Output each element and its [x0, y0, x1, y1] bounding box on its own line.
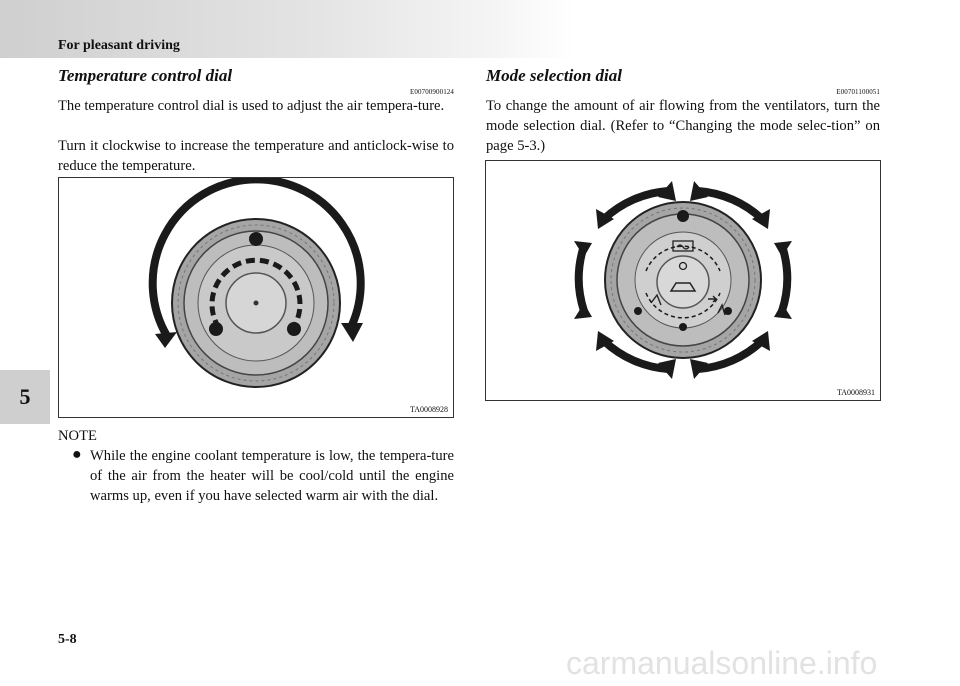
temperature-dial-illustration [59, 178, 453, 417]
temperature-figure-code: TA0008928 [409, 405, 448, 414]
watermark: carmanualsonline.info [566, 645, 878, 681]
temperature-dial-figure [58, 177, 454, 418]
page-number: 5-8 [58, 632, 77, 647]
mode-dial-illustration [486, 161, 880, 400]
temperature-dial-title: Temperature control dial [58, 66, 233, 85]
temperature-dial-code: E00700900124 [410, 88, 454, 96]
mode-dial-title: Mode selection dial [486, 66, 622, 85]
mode-dial-code: E00701100051 [836, 88, 880, 96]
running-header: For pleasant driving [58, 38, 180, 53]
temperature-dial-para1: The temperature control dial is used to adjust the air tempera-ture. [58, 98, 445, 114]
chapter-tab: 5 [0, 370, 50, 424]
mode-dial-figure [485, 160, 881, 401]
note-bullet: ● [72, 446, 82, 463]
mode-dial-para1: To change the amount of air flowing from the ventilators, turn the mode selection dial. (Refer to “Changing the mode selec-tion” on page 5-3.) [486, 98, 880, 154]
mode-figure-code: TA0008931 [836, 388, 875, 397]
temperature-dial-para2: Turn it clockwise to increase the temperature and anticlock-wise to reduce the temperature. [58, 138, 454, 174]
note-text: While the engine coolant temperature is low, the tempera-ture of the air from the heater will be cool/cold until the engine warms up, even if you have selected warm air with the dial. [90, 448, 454, 504]
note-label: NOTE [58, 428, 97, 444]
